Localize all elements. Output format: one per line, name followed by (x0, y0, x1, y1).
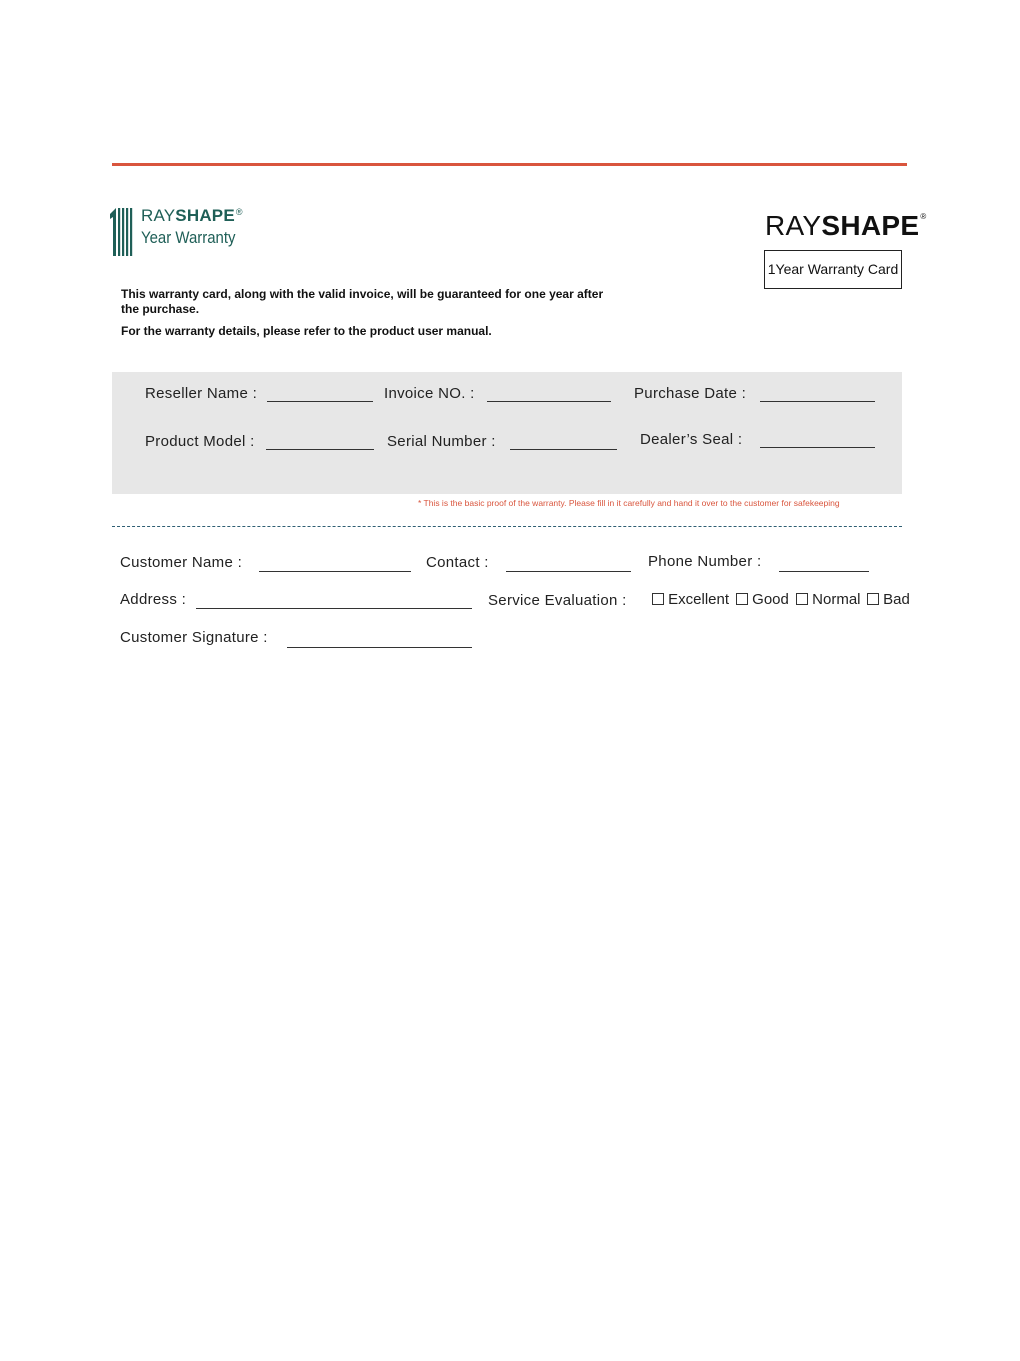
dealers-seal-label: Dealer’s Seal : (640, 431, 743, 448)
product-model-label: Product Model : (145, 433, 255, 450)
product-model-field[interactable] (266, 449, 374, 450)
address-label: Address : (120, 591, 187, 608)
cut-line (112, 526, 902, 527)
evaluation-option-excellent[interactable] (652, 591, 729, 608)
warranty-card-label: 1Year Warranty Card (764, 250, 902, 289)
service-evaluation-label: Service Evaluation : (488, 592, 627, 609)
intro-text-manual: For the warranty details, please refer to the product user manual. (121, 324, 492, 338)
purchase-date-field[interactable] (760, 401, 875, 402)
invoice-no-field[interactable] (487, 401, 611, 402)
purchase-date-label: Purchase Date : (634, 385, 747, 402)
contact-label: Contact : (426, 554, 489, 571)
year-warranty-subtitle: Year Warranty (141, 228, 236, 247)
brand-ray-text: RAY (765, 210, 822, 241)
brand-shape-text: SHAPE (821, 210, 920, 241)
checkbox-icon[interactable] (796, 593, 808, 605)
serial-number-label: Serial Number : (387, 433, 496, 450)
customer-signature-label: Customer Signature : (120, 629, 268, 646)
address-field[interactable] (196, 608, 472, 609)
phone-number-label: Phone Number : (648, 553, 762, 570)
brand-shape-text: SHAPE (175, 206, 235, 225)
reseller-name-label: Reseller Name : (145, 385, 258, 402)
checkbox-icon[interactable] (867, 593, 879, 605)
evaluation-option-normal[interactable] (796, 591, 861, 608)
customer-signature-field[interactable] (287, 647, 472, 648)
evaluation-option-label: Good (752, 591, 789, 608)
dealers-seal-field[interactable] (760, 447, 875, 448)
phone-number-field[interactable] (779, 571, 869, 572)
evaluation-option-label: Bad (883, 591, 910, 608)
checkbox-icon[interactable] (736, 593, 748, 605)
brand-ray-text: RAY (141, 206, 176, 225)
contact-field[interactable] (506, 571, 631, 572)
evaluation-option-label: Normal (812, 591, 861, 608)
checkbox-icon[interactable] (652, 593, 664, 605)
one-year-logo-icon (110, 208, 138, 256)
customer-name-field[interactable] (259, 571, 411, 572)
evaluation-option-bad[interactable] (867, 591, 910, 608)
intro-text-guarantee: This warranty card, along with the valid invoice, will be guaranteed for one year after the purchase. (121, 287, 604, 316)
brand-logo-large (765, 210, 927, 242)
brand-logo-small (141, 206, 243, 226)
evaluation-option-label: Excellent (668, 591, 730, 608)
customer-name-label: Customer Name : (120, 554, 243, 571)
top-divider (112, 163, 907, 166)
serial-number-field[interactable] (510, 449, 617, 450)
reseller-name-field[interactable] (267, 401, 373, 402)
registered-mark: ® (920, 212, 927, 221)
registered-mark: ® (235, 207, 243, 217)
invoice-no-label: Invoice NO. : (384, 385, 475, 402)
evaluation-option-good[interactable] (736, 591, 789, 608)
warranty-proof-note: * This is the basic proof of the warranty. Please fill in it carefully and hand it over to the customer for safekeeping (418, 498, 840, 508)
